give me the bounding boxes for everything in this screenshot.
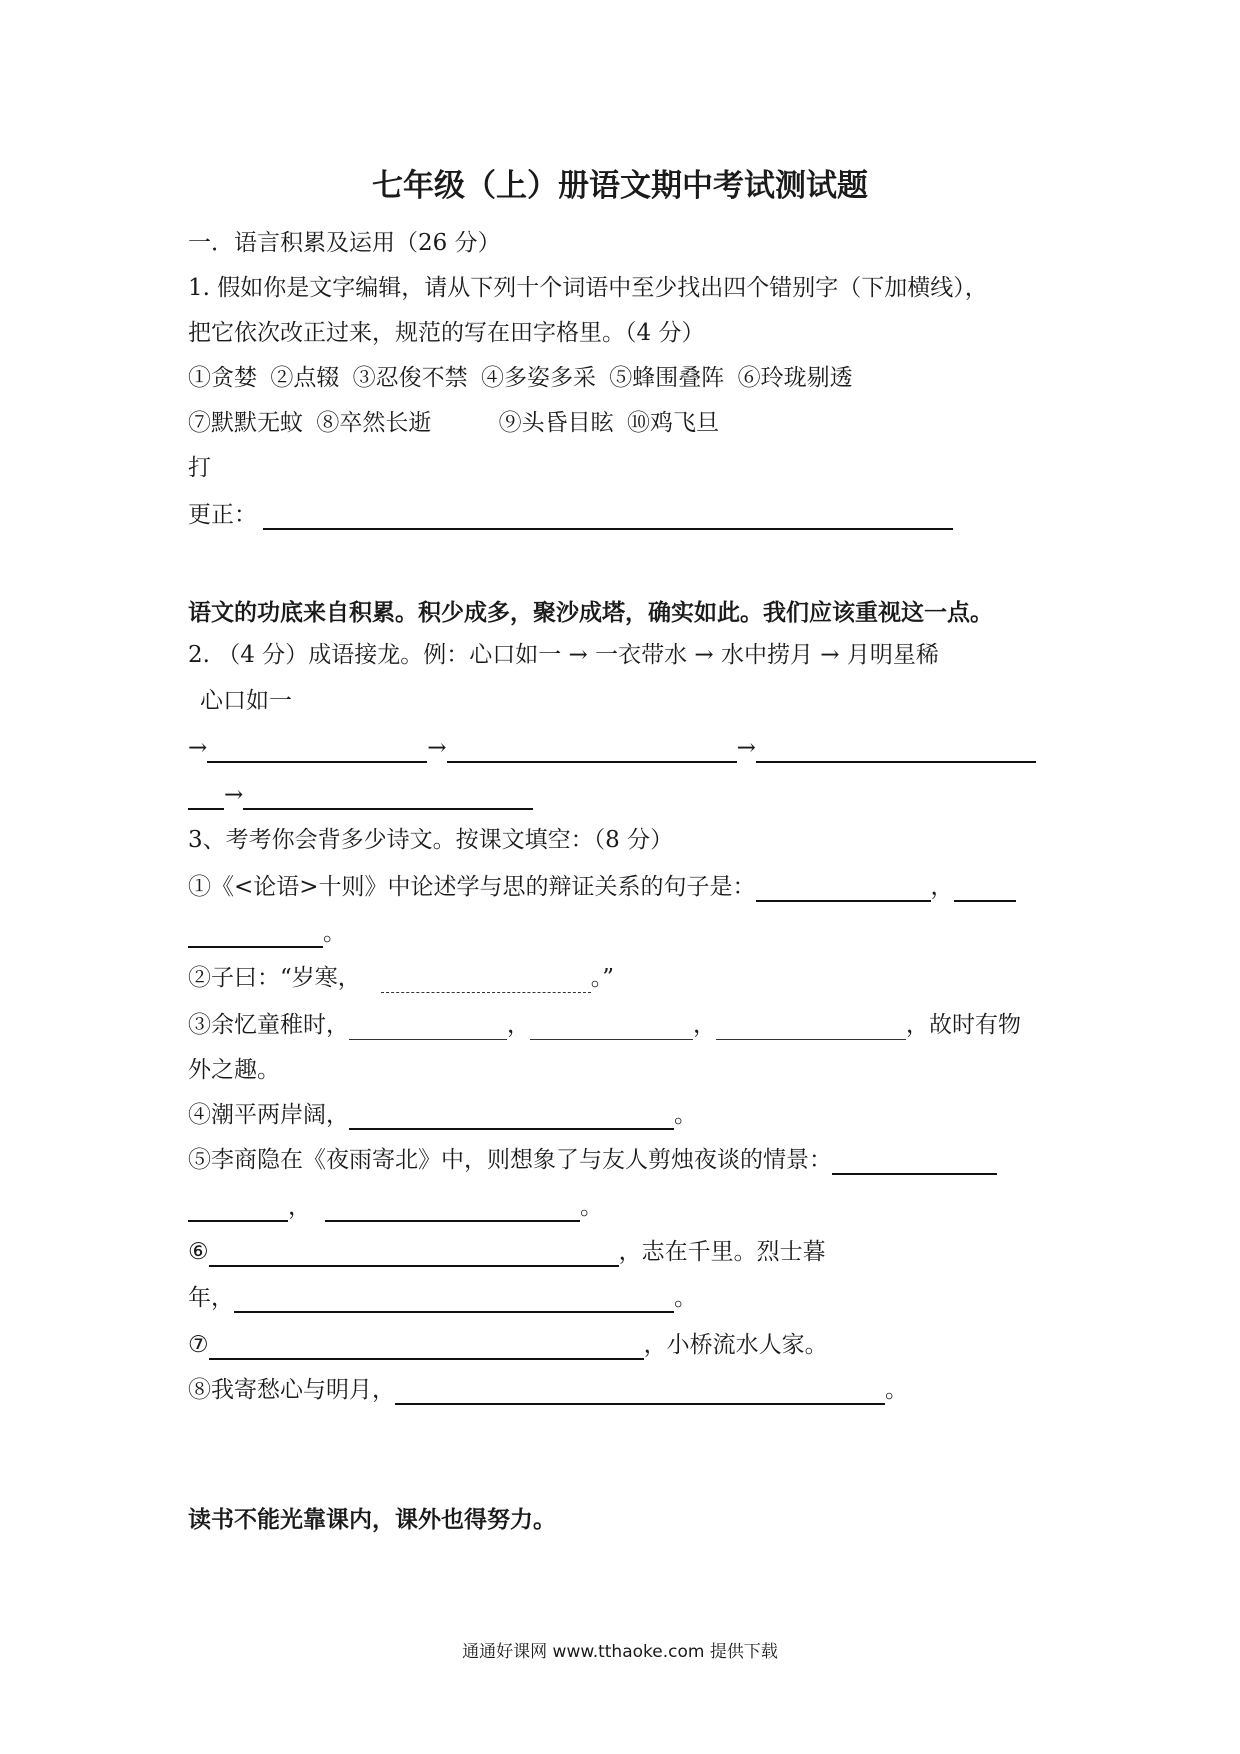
item-text: ， [507,1012,530,1038]
word-item: ⑦默默无蚊 [188,410,303,436]
arrow-icon: → [188,735,208,761]
page-title: 七年级（上）册语文期中考试测试题 [372,168,868,204]
q3-header: 3、考考你会背多少诗文。按课文填空：（8 分） [188,827,674,853]
motto-1: 语文的功底来自积累。积少成多，聚沙成塔，确实如此。我们应该重视这一点。 [188,600,993,626]
word-item: ③忍俊不禁 [352,365,468,391]
motto-2: 读书不能光靠课内，课外也得努力。 [188,1507,556,1533]
item-text: ⑦ [188,1332,209,1358]
idiom-blank[interactable] [756,739,1036,763]
item-text: ③余忆童稚时， [188,1012,349,1038]
footer-credit: 通通好课网 www.tthaoke.com 提供下载 [462,1642,778,1662]
word-item: ①贪婪 [188,365,257,391]
item-text: ⑤李商隐在《夜雨寄北》中，则想象了与友人剪烛夜谈的情景： [188,1147,832,1173]
idiom-blank[interactable] [447,739,737,763]
answer-blank[interactable] [325,1198,580,1222]
word-item: ④多姿多采 [480,365,596,391]
item-text: ④潮平两岸阔， [188,1102,349,1128]
answer-blank[interactable] [756,878,931,902]
item-text: ， [930,874,954,900]
answer-blank[interactable] [954,878,1016,902]
item-text: ，故时有物 [906,1012,1021,1038]
q3-item2 [188,963,614,993]
q3-item8 [188,1375,908,1405]
correction-row [188,500,953,530]
item-text: ②子曰：“岁寒， [188,965,361,991]
q2-chain-row2 [188,780,533,810]
item-text: 。 [674,1285,697,1311]
correction-blank[interactable] [263,506,953,530]
q1-words-row2 [188,408,719,438]
q3-item6-cont [188,1283,697,1313]
idiom-blank[interactable] [188,786,224,810]
answer-blank[interactable] [349,1017,507,1040]
arrow-icon: → [427,735,447,761]
arrow-icon: → [224,782,244,808]
word-item: ⑨头昏目眩 [498,410,614,436]
idiom-blank[interactable] [243,786,533,810]
q1-line2: 把它依次改正过来，规范的写在田字格里。（4 分） [188,320,705,346]
q2-start-idiom: 心口如一 [200,688,292,714]
q2-line1: 2. （4 分）成语接龙。例：心口如一 → 一衣带水 → 水中捞月 → 月明星稀 [188,642,939,668]
q2-chain-row1 [188,733,1036,763]
item-text: ⑧我寄愁心与明月， [188,1377,395,1403]
q3-item3-cont: 外之趣。 [188,1057,280,1083]
q3-item3 [188,1010,1021,1040]
q1-line1: 1. 假如你是文字编辑，请从下列十个词语中至少找出四个错别字（下加横线）， [188,275,988,301]
answer-blank[interactable] [832,1151,997,1175]
answer-blank[interactable] [209,1336,644,1360]
correction-label: 更正： [188,502,257,528]
answer-blank[interactable] [209,1243,619,1267]
q3-item1 [188,872,1016,902]
answer-blank[interactable] [395,1381,885,1405]
q3-item7 [188,1330,828,1360]
answer-blank[interactable] [234,1289,674,1313]
answer-blank[interactable] [188,924,323,948]
q3-item5 [188,1145,997,1175]
item-text: ，小桥流水人家。 [643,1332,828,1358]
item-text: ， [288,1194,311,1220]
answer-blank[interactable] [349,1106,674,1130]
item-text: ⑥ [188,1239,209,1265]
item-text: ， [693,1012,716,1038]
item-text: 。 [674,1102,697,1128]
item-text: 。” [590,965,615,991]
item-text: 。 [885,1377,908,1403]
q3-item6 [188,1237,826,1267]
item-text: ，志在千里。烈士暮 [618,1239,826,1265]
answer-blank[interactable] [188,1198,288,1222]
q3-item1-cont [188,918,346,948]
answer-blank[interactable] [530,1017,693,1040]
arrow-icon: → [736,735,756,761]
item-text: ①《<论语>十则》中论述学与思的辩证关系的句子是： [188,874,756,900]
word-item: ⑧卒然长逝 [316,410,432,436]
word-item: ⑥玲珑剔透 [737,365,853,391]
q3-item5-cont [188,1192,603,1222]
q3-item4 [188,1100,697,1130]
word-item: ②点辍 [270,365,340,391]
answer-blank[interactable] [381,970,591,993]
q1-words-row1 [188,363,853,393]
q1-wrap-text: 打 [188,455,211,481]
word-item: ⑤蜂围叠阵 [609,365,725,391]
word-item: ⑩鸡飞旦 [626,410,719,436]
answer-blank[interactable] [716,1017,906,1040]
item-text: 年， [188,1285,234,1311]
idiom-blank[interactable] [207,739,427,763]
section-heading: 一．语言积累及运用（26 分） [188,230,501,256]
item-text: 。 [580,1194,603,1220]
item-text: 。 [323,920,346,946]
